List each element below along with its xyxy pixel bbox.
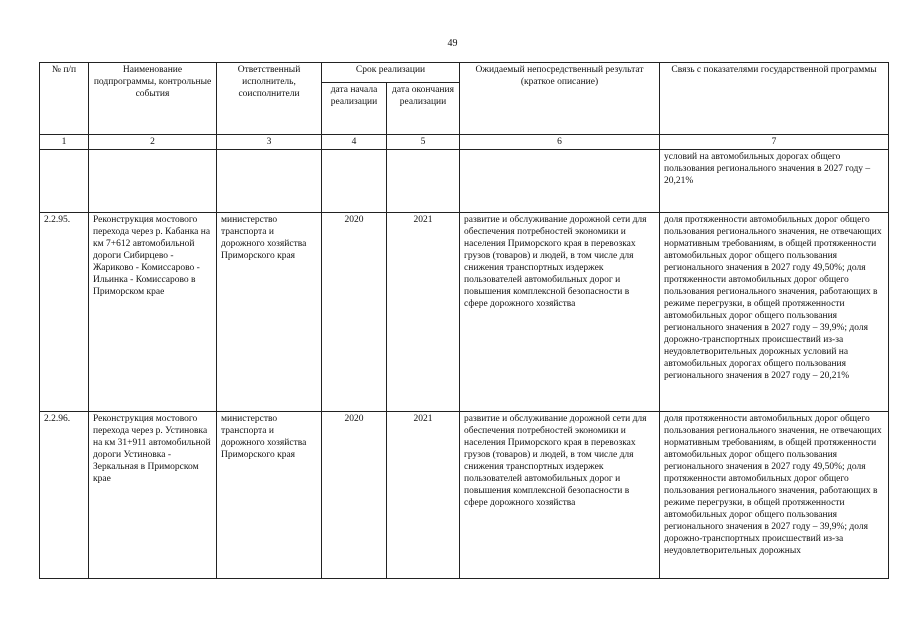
column-number: 6 <box>460 135 660 150</box>
table-row <box>40 412 889 579</box>
header-col3: Ответственный исполнитель, соисполнители <box>217 63 322 135</box>
row-result: развитие и обслуживание дорожной сети для обеспечения потребностей экономики и населения Приморского края в перевозках грузов (товаров) и людей, в том числе для снижения транспортных издержек пользователей автомобильных дорог и повышения комплексной безопасности в сфере дорожного хозяйства <box>460 213 660 412</box>
column-number: 5 <box>387 135 460 150</box>
table-row <box>40 213 889 412</box>
column-number: 2 <box>89 135 217 150</box>
row-number: 2.2.96. <box>40 412 89 579</box>
header-col6: Ожидаемый непосредственный результат (краткое описание) <box>460 63 660 135</box>
header-col1: № п/п <box>40 63 89 135</box>
row-number: 2.2.95. <box>40 213 89 412</box>
continuation-link-cell: условий на автомобильных дорогах общего пользования регионального значения в 2027 году – 20,21% <box>660 150 889 213</box>
row-responsible: министерство транспорта и дорожного хозяйства Приморского края <box>217 412 322 579</box>
row-start-date: 2020 <box>322 213 387 412</box>
program-table <box>39 62 889 579</box>
header-group-period: Срок реализации <box>322 63 460 83</box>
row-end-date: 2021 <box>387 213 460 412</box>
row-result: развитие и обслуживание дорожной сети для обеспечения потребностей экономики и населения Приморского края в перевозках грузов (товаров) и людей, в том числе для снижения транспортных издержек пользователей автомобильных дорог и повышения комплексной безопасности в сфере дорожного хозяйства <box>460 412 660 579</box>
continuation-row <box>40 150 889 213</box>
column-number: 7 <box>660 135 889 150</box>
row-name: Реконструкция мостового перехода через р. Кабанка на км 7+612 автомобильной дороги Сибирцево - Жариково - Комиссарово - Ильинка - Комиссарово в Приморском крае <box>89 213 217 412</box>
column-number: 3 <box>217 135 322 150</box>
header-col2: Наименование подпрограммы, контрольные события <box>89 63 217 135</box>
column-number: 4 <box>322 135 387 150</box>
row-responsible: министерство транспорта и дорожного хозяйства Приморского края <box>217 213 322 412</box>
header-row <box>40 63 889 83</box>
header-col4: дата начала реализации <box>322 83 387 135</box>
header-col7: Связь с показателями государственной программы <box>660 63 889 135</box>
row-name: Реконструкция мостового перехода через р. Устиновка на км 31+911 автомобильной дороги Устиновка - Зеркальная в Приморском крае <box>89 412 217 579</box>
header-col5: дата окончания реализации <box>387 83 460 135</box>
row-indicator-link: доля протяженности автомобильных дорог общего пользования регионального значения, не отвечающих нормативным требованиям, в общей протяженности автомобильных дорог общего пользования регионального значения в 2027 году 49,50%; доля протяженности автомобильных дорог общего пользования регионального значения, работающих в режиме перегрузки, в общей протяженности автомобильных дорог общего пользования регионального значения в 2027 году – 39,9%; доля дорожно-транспортных происшествий из-за неудовлетворительных дорожных <box>660 412 889 579</box>
row-start-date: 2020 <box>322 412 387 579</box>
column-number: 1 <box>40 135 89 150</box>
row-indicator-link: доля протяженности автомобильных дорог общего пользования регионального значения, не отвечающих нормативным требованиям, в общей протяженности автомобильных дорог общего пользования регионального значения в 2027 году 49,50%; доля протяженности автомобильных дорог общего пользования регионального значения, работающих в режиме перегрузки, в общей протяженности автомобильных дорог общего пользования регионального значения в 2027 году – 39,9%; доля дорожно-транспортных происшествий из-за неудовлетворительных дорожных условий на автомобильных дорогах общего пользования регионального значения в 2027 году – 20,21% <box>660 213 889 412</box>
row-end-date: 2021 <box>387 412 460 579</box>
page-number: 49 <box>447 38 458 49</box>
column-number-row <box>40 135 889 150</box>
